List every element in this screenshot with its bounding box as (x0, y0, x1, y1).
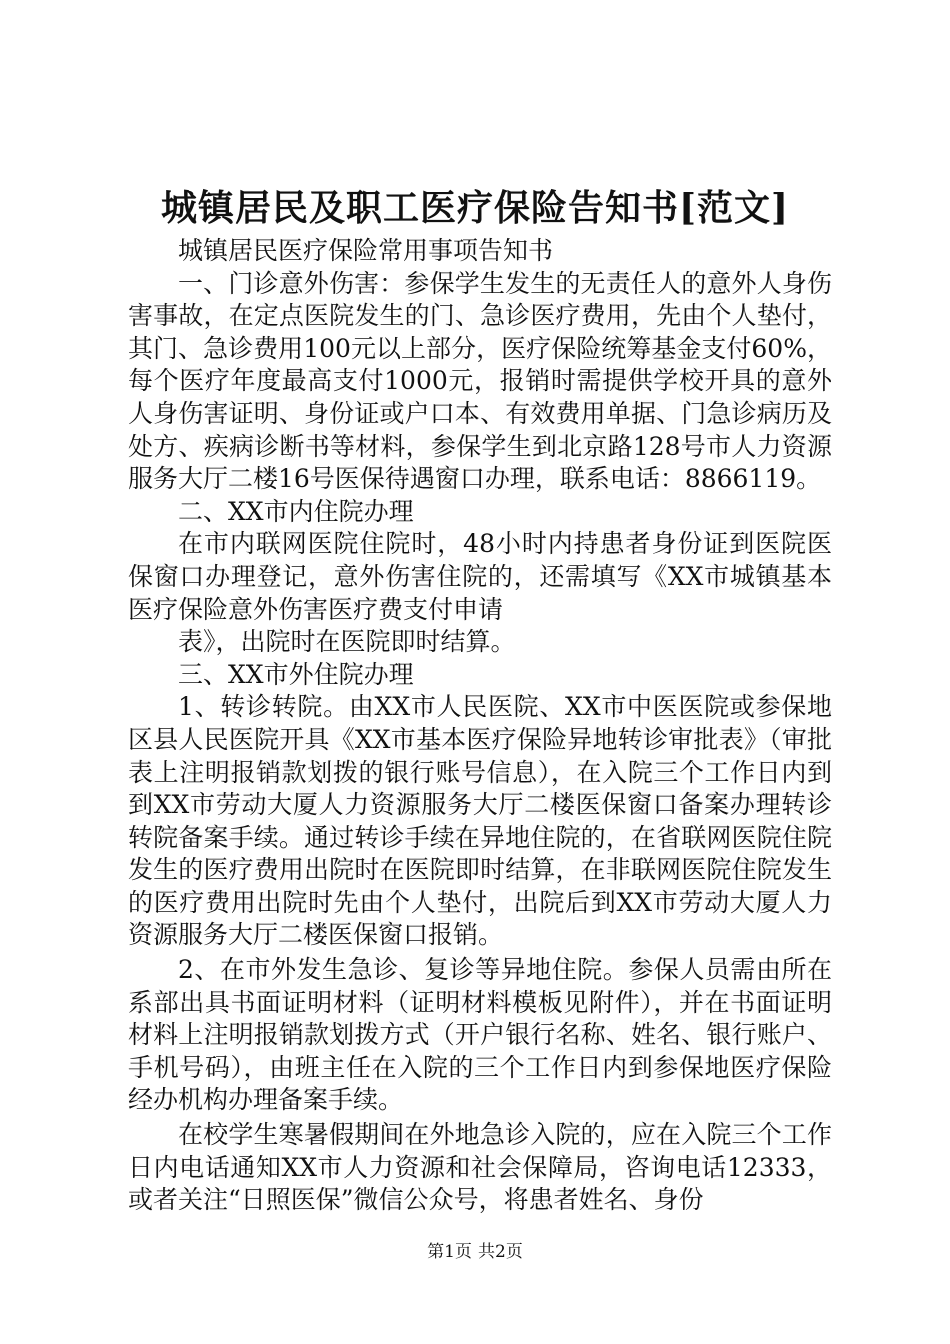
heading-out-of-city-hospitalization: 三、XX市外住院办理 (178, 659, 414, 689)
paragraph-outpatient-injury: 一、门诊意外伤害：参保学生发生的无责任人的意外人身伤害事故，在定点医院发生的门、急诊医疗费用，先由个人垫付，其门、急诊费用100元以上部分，医疗保险统筹基金支付60%，每个医疗年度最高支付1000元，报销时需提供学校开具的意外人身伤害证明、身份证或户口本、有效费用单据、门急诊病历及处方、疾病诊断书等材料，参保学生到北京路128号市人力资源服务大厅二楼16号医保待遇窗口办理，联系电话：8866119。 (128, 268, 832, 494)
paragraph-in-city-hospitalization: 在市内联网医院住院时，48小时内持患者身份证到医院医保窗口办理登记，意外伤害住院的，还需填写《XX市城镇基本医疗保险意外伤害医疗费支付申请 (128, 529, 832, 624)
page-footer (0, 1240, 950, 1264)
paragraph-referral-transfer: 1、转诊转院。由XX市人民医院、XX市中医医院或参保地区县人民医院开具《XX市基本医疗保险异地转诊审批表》（审批表上注明报销款划拨的银行账号信息），在入院三个工作日内到到XX市劳动大厦人力资源服务大厅二楼医保窗口备案办理转诊转院备案手续。通过转诊手续在异地住院的，在省联网医院住院发生的医疗费用出院时在医院即时结算，在非联网医院住院发生的医疗费用出院时先由个人垫付，出院后到XX市劳动大厦人力资源服务大厅二楼医保窗口报销。 (128, 692, 832, 950)
page-number-current: 第1页 (427, 1242, 472, 1262)
heading-in-city-hospitalization: 二、XX市内住院办理 (178, 496, 414, 526)
subtitle-paragraph: 城镇居民医疗保险常用事项告知书 (178, 236, 554, 265)
paragraph-vacation-emergency: 在校学生寒暑假期间在外地急诊入院的，应在入院三个工作日内电话通知XX市人力资源和社会保障局，咨询电话12333，或者关注“日照医保”微信公众号，将患者姓名、身份 (128, 1120, 832, 1215)
paragraph-settlement: 表》，出院时在医院即时结算。 (178, 627, 516, 657)
document-body (128, 235, 832, 1217)
page-number-total: 共2页 (478, 1242, 523, 1262)
document-title: 城镇居民及职工医疗保险告知书[范文] (160, 187, 790, 229)
paragraph-emergency-out-of-city: 2、在市外发生急诊、复诊等异地住院。参保人员需由所在系部出具书面证明材料（证明材料模板见附件），并在书面证明材料上注明报销款划拨方式（开户银行名称、姓名、银行账户、手机号码），由班主任在入院的三个工作日内到参保地医疗保险经办机构办理备案手续。 (128, 955, 832, 1115)
